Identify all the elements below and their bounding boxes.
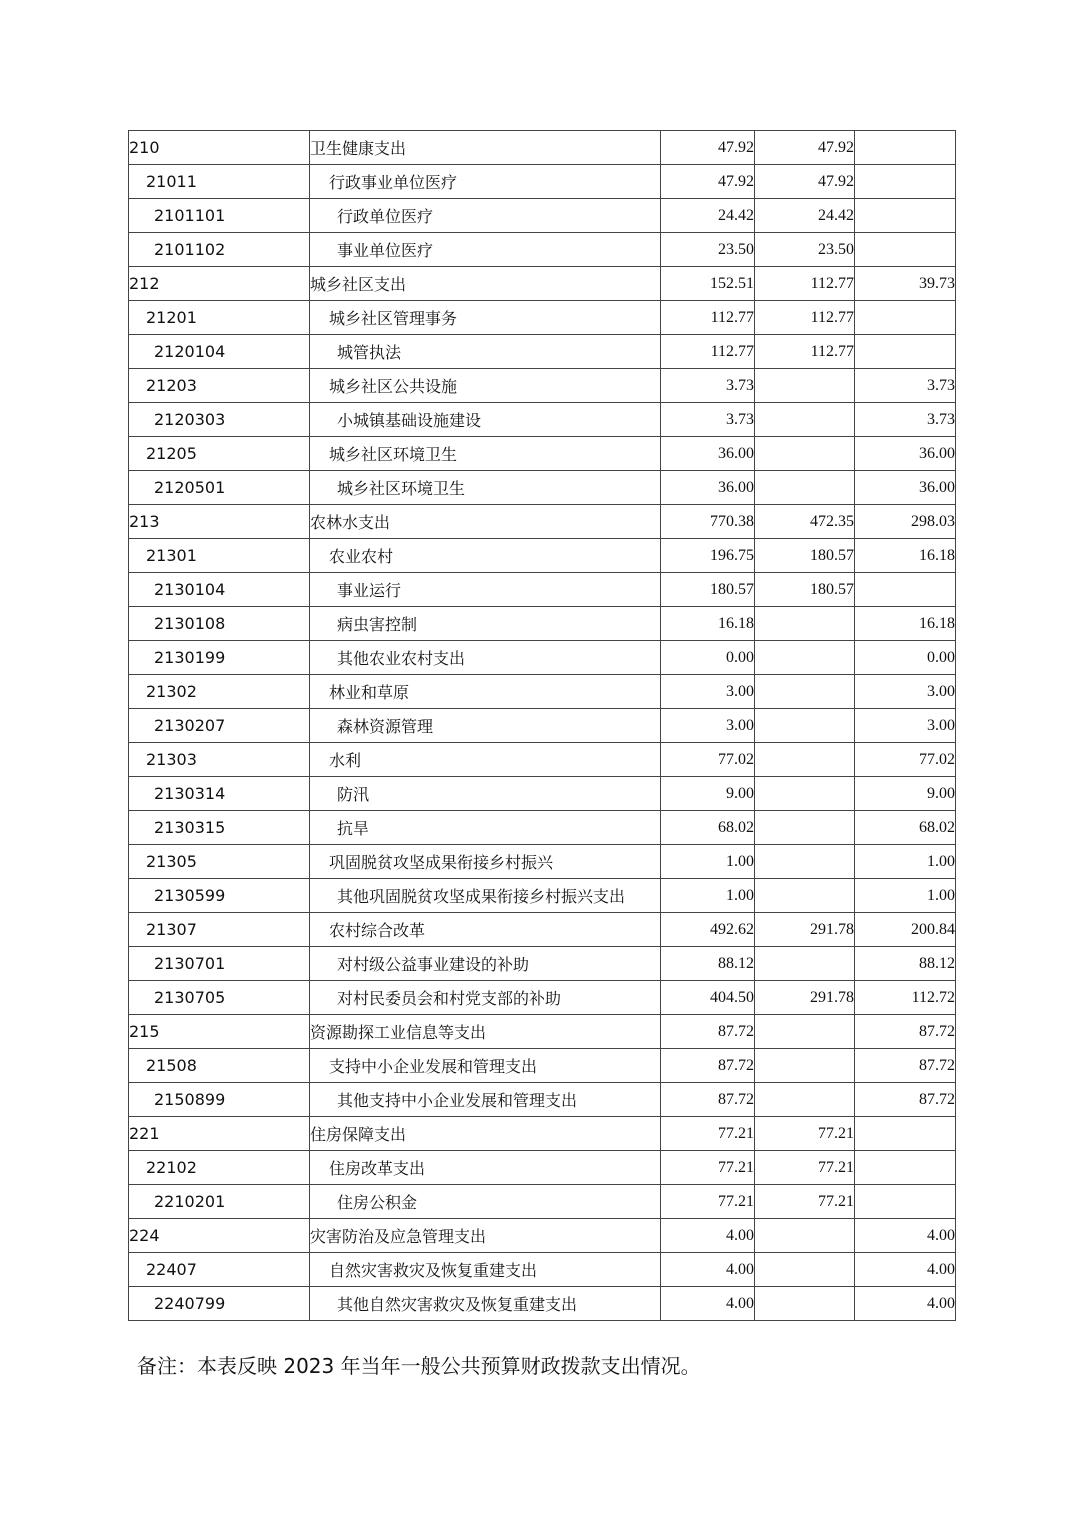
budget-table-body xyxy=(129,131,956,1321)
expense-name-cell: 农业农村 xyxy=(310,539,661,573)
expense-code-cell: 2130199 xyxy=(129,641,310,675)
expense-code-cell: 2130314 xyxy=(129,777,310,811)
project-amount-cell: 36.00 xyxy=(855,437,956,471)
basic-amount-cell xyxy=(755,1083,855,1117)
basic-amount-cell xyxy=(755,1287,855,1321)
project-amount-cell: 3.73 xyxy=(855,369,956,403)
basic-amount-cell xyxy=(755,1049,855,1083)
total-amount-cell: 3.73 xyxy=(661,369,755,403)
table-row xyxy=(129,539,956,573)
table-row xyxy=(129,437,956,471)
expense-code-cell: 21303 xyxy=(129,743,310,777)
expense-name-cell: 其他自然灾害救灾及恢复重建支出 xyxy=(310,1287,661,1321)
basic-amount-cell xyxy=(755,1219,855,1253)
expense-code-cell: 21011 xyxy=(129,165,310,199)
basic-amount-cell xyxy=(755,471,855,505)
table-row xyxy=(129,981,956,1015)
basic-amount-cell: 180.57 xyxy=(755,539,855,573)
total-amount-cell: 3.00 xyxy=(661,675,755,709)
table-row xyxy=(129,573,956,607)
expense-code-cell: 21203 xyxy=(129,369,310,403)
expense-name-cell: 住房改革支出 xyxy=(310,1151,661,1185)
table-row xyxy=(129,335,956,369)
project-amount-cell: 3.00 xyxy=(855,675,956,709)
total-amount-cell: 77.02 xyxy=(661,743,755,777)
expense-name-cell: 对村级公益事业建设的补助 xyxy=(310,947,661,981)
expense-name-cell: 灾害防治及应急管理支出 xyxy=(310,1219,661,1253)
project-amount-cell: 87.72 xyxy=(855,1049,956,1083)
basic-amount-cell: 112.77 xyxy=(755,267,855,301)
project-amount-cell: 87.72 xyxy=(855,1083,956,1117)
expense-code-cell: 2210201 xyxy=(129,1185,310,1219)
total-amount-cell: 87.72 xyxy=(661,1049,755,1083)
basic-amount-cell: 112.77 xyxy=(755,335,855,369)
expense-code-cell: 21301 xyxy=(129,539,310,573)
total-amount-cell: 492.62 xyxy=(661,913,755,947)
expense-code-cell: 2150899 xyxy=(129,1083,310,1117)
table-row xyxy=(129,1117,956,1151)
total-amount-cell: 770.38 xyxy=(661,505,755,539)
project-amount-cell: 16.18 xyxy=(855,607,956,641)
basic-amount-cell xyxy=(755,369,855,403)
expense-code-cell: 221 xyxy=(129,1117,310,1151)
project-amount-cell: 4.00 xyxy=(855,1219,956,1253)
expense-code-cell: 2130599 xyxy=(129,879,310,913)
expense-name-cell: 小城镇基础设施建设 xyxy=(310,403,661,437)
basic-amount-cell xyxy=(755,947,855,981)
expense-code-cell: 21201 xyxy=(129,301,310,335)
table-row xyxy=(129,505,956,539)
total-amount-cell: 87.72 xyxy=(661,1083,755,1117)
expense-name-cell: 行政事业单位医疗 xyxy=(310,165,661,199)
expense-name-cell: 抗旱 xyxy=(310,811,661,845)
expense-code-cell: 213 xyxy=(129,505,310,539)
expense-name-cell: 支持中小企业发展和管理支出 xyxy=(310,1049,661,1083)
project-amount-cell: 36.00 xyxy=(855,471,956,505)
expense-code-cell: 2101101 xyxy=(129,199,310,233)
table-row xyxy=(129,947,956,981)
basic-amount-cell: 47.92 xyxy=(755,165,855,199)
expense-code-cell: 2101102 xyxy=(129,233,310,267)
project-amount-cell xyxy=(855,335,956,369)
expense-name-cell: 其他农业农村支出 xyxy=(310,641,661,675)
expense-code-cell: 21305 xyxy=(129,845,310,879)
table-row xyxy=(129,845,956,879)
project-amount-cell: 9.00 xyxy=(855,777,956,811)
expense-code-cell: 2130207 xyxy=(129,709,310,743)
footnote: 备注：本表反映 2023 年当年一般公共预算财政拨款支出情况。 xyxy=(137,1354,701,1378)
total-amount-cell: 1.00 xyxy=(661,879,755,913)
total-amount-cell: 112.77 xyxy=(661,335,755,369)
total-amount-cell: 1.00 xyxy=(661,845,755,879)
project-amount-cell: 39.73 xyxy=(855,267,956,301)
project-amount-cell xyxy=(855,199,956,233)
total-amount-cell: 16.18 xyxy=(661,607,755,641)
expense-code-cell: 21205 xyxy=(129,437,310,471)
expense-name-cell: 病虫害控制 xyxy=(310,607,661,641)
basic-amount-cell xyxy=(755,709,855,743)
expense-code-cell: 21307 xyxy=(129,913,310,947)
expense-code-cell: 22102 xyxy=(129,1151,310,1185)
expense-name-cell: 住房公积金 xyxy=(310,1185,661,1219)
total-amount-cell: 3.73 xyxy=(661,403,755,437)
expense-name-cell: 事业运行 xyxy=(310,573,661,607)
total-amount-cell: 77.21 xyxy=(661,1117,755,1151)
total-amount-cell: 180.57 xyxy=(661,573,755,607)
expense-name-cell: 事业单位医疗 xyxy=(310,233,661,267)
total-amount-cell: 152.51 xyxy=(661,267,755,301)
expense-name-cell: 农林水支出 xyxy=(310,505,661,539)
total-amount-cell: 77.21 xyxy=(661,1151,755,1185)
expense-code-cell: 22407 xyxy=(129,1253,310,1287)
expense-code-cell: 2130705 xyxy=(129,981,310,1015)
project-amount-cell: 1.00 xyxy=(855,879,956,913)
table-row xyxy=(129,1049,956,1083)
expense-name-cell: 资源勘探工业信息等支出 xyxy=(310,1015,661,1049)
project-amount-cell: 68.02 xyxy=(855,811,956,845)
table-row xyxy=(129,1185,956,1219)
table-row xyxy=(129,675,956,709)
table-row xyxy=(129,1219,956,1253)
expense-name-cell: 自然灾害救灾及恢复重建支出 xyxy=(310,1253,661,1287)
basic-amount-cell xyxy=(755,845,855,879)
expense-code-cell: 2130315 xyxy=(129,811,310,845)
expense-code-cell: 2120104 xyxy=(129,335,310,369)
expense-name-cell: 住房保障支出 xyxy=(310,1117,661,1151)
expense-code-cell: 210 xyxy=(129,131,310,165)
basic-amount-cell xyxy=(755,879,855,913)
budget-table xyxy=(128,130,956,1321)
basic-amount-cell xyxy=(755,777,855,811)
total-amount-cell: 4.00 xyxy=(661,1219,755,1253)
basic-amount-cell: 47.92 xyxy=(755,131,855,165)
table-row xyxy=(129,1015,956,1049)
project-amount-cell: 3.00 xyxy=(855,709,956,743)
total-amount-cell: 24.42 xyxy=(661,199,755,233)
expense-name-cell: 巩固脱贫攻坚成果衔接乡村振兴 xyxy=(310,845,661,879)
table-row xyxy=(129,165,956,199)
expense-code-cell: 2120501 xyxy=(129,471,310,505)
total-amount-cell: 9.00 xyxy=(661,777,755,811)
total-amount-cell: 88.12 xyxy=(661,947,755,981)
expense-name-cell: 林业和草原 xyxy=(310,675,661,709)
expense-code-cell: 2130108 xyxy=(129,607,310,641)
basic-amount-cell: 23.50 xyxy=(755,233,855,267)
basic-amount-cell: 77.21 xyxy=(755,1117,855,1151)
expense-name-cell: 卫生健康支出 xyxy=(310,131,661,165)
basic-amount-cell xyxy=(755,1015,855,1049)
expense-name-cell: 城乡社区公共设施 xyxy=(310,369,661,403)
expense-name-cell: 城乡社区环境卫生 xyxy=(310,471,661,505)
basic-amount-cell xyxy=(755,437,855,471)
table-row xyxy=(129,811,956,845)
expense-name-cell: 城管执法 xyxy=(310,335,661,369)
table-row xyxy=(129,1287,956,1321)
basic-amount-cell: 24.42 xyxy=(755,199,855,233)
expense-name-cell: 防汛 xyxy=(310,777,661,811)
expense-name-cell: 城乡社区管理事务 xyxy=(310,301,661,335)
project-amount-cell xyxy=(855,1185,956,1219)
table-row xyxy=(129,1253,956,1287)
total-amount-cell: 23.50 xyxy=(661,233,755,267)
project-amount-cell: 3.73 xyxy=(855,403,956,437)
table-row xyxy=(129,709,956,743)
basic-amount-cell: 77.21 xyxy=(755,1185,855,1219)
expense-name-cell: 城乡社区支出 xyxy=(310,267,661,301)
total-amount-cell: 87.72 xyxy=(661,1015,755,1049)
total-amount-cell: 36.00 xyxy=(661,471,755,505)
total-amount-cell: 47.92 xyxy=(661,131,755,165)
table-row xyxy=(129,267,956,301)
total-amount-cell: 47.92 xyxy=(661,165,755,199)
total-amount-cell: 77.21 xyxy=(661,1185,755,1219)
project-amount-cell: 77.02 xyxy=(855,743,956,777)
expense-code-cell: 2120303 xyxy=(129,403,310,437)
basic-amount-cell: 472.35 xyxy=(755,505,855,539)
project-amount-cell: 4.00 xyxy=(855,1287,956,1321)
expense-name-cell: 农村综合改革 xyxy=(310,913,661,947)
table-row xyxy=(129,777,956,811)
total-amount-cell: 4.00 xyxy=(661,1287,755,1321)
project-amount-cell: 4.00 xyxy=(855,1253,956,1287)
table-row xyxy=(129,301,956,335)
project-amount-cell xyxy=(855,233,956,267)
total-amount-cell: 404.50 xyxy=(661,981,755,1015)
project-amount-cell xyxy=(855,1117,956,1151)
basic-amount-cell xyxy=(755,811,855,845)
total-amount-cell: 3.00 xyxy=(661,709,755,743)
table-row xyxy=(129,233,956,267)
expense-name-cell: 森林资源管理 xyxy=(310,709,661,743)
project-amount-cell xyxy=(855,301,956,335)
table-row xyxy=(129,131,956,165)
expense-code-cell: 224 xyxy=(129,1219,310,1253)
project-amount-cell xyxy=(855,165,956,199)
basic-amount-cell: 77.21 xyxy=(755,1151,855,1185)
table-row xyxy=(129,879,956,913)
table-row xyxy=(129,1083,956,1117)
expense-name-cell: 行政单位医疗 xyxy=(310,199,661,233)
project-amount-cell: 0.00 xyxy=(855,641,956,675)
table-row xyxy=(129,471,956,505)
project-amount-cell: 112.72 xyxy=(855,981,956,1015)
table-row xyxy=(129,607,956,641)
expense-code-cell: 21302 xyxy=(129,675,310,709)
total-amount-cell: 0.00 xyxy=(661,641,755,675)
table-row xyxy=(129,199,956,233)
project-amount-cell xyxy=(855,131,956,165)
project-amount-cell: 16.18 xyxy=(855,539,956,573)
basic-amount-cell xyxy=(755,675,855,709)
project-amount-cell: 298.03 xyxy=(855,505,956,539)
table-row xyxy=(129,369,956,403)
basic-amount-cell xyxy=(755,1253,855,1287)
expense-code-cell: 215 xyxy=(129,1015,310,1049)
expense-name-cell: 水利 xyxy=(310,743,661,777)
table-row xyxy=(129,743,956,777)
total-amount-cell: 36.00 xyxy=(661,437,755,471)
expense-name-cell: 对村民委员会和村党支部的补助 xyxy=(310,981,661,1015)
table-row xyxy=(129,913,956,947)
table-row xyxy=(129,1151,956,1185)
total-amount-cell: 68.02 xyxy=(661,811,755,845)
table-row xyxy=(129,641,956,675)
expense-code-cell: 2130104 xyxy=(129,573,310,607)
basic-amount-cell xyxy=(755,403,855,437)
basic-amount-cell: 291.78 xyxy=(755,913,855,947)
project-amount-cell: 87.72 xyxy=(855,1015,956,1049)
expense-name-cell: 其他支持中小企业发展和管理支出 xyxy=(310,1083,661,1117)
expense-code-cell: 21508 xyxy=(129,1049,310,1083)
basic-amount-cell: 291.78 xyxy=(755,981,855,1015)
total-amount-cell: 4.00 xyxy=(661,1253,755,1287)
basic-amount-cell: 180.57 xyxy=(755,573,855,607)
expense-name-cell: 其他巩固脱贫攻坚成果衔接乡村振兴支出 xyxy=(310,879,661,913)
project-amount-cell: 88.12 xyxy=(855,947,956,981)
table-row xyxy=(129,403,956,437)
basic-amount-cell: 112.77 xyxy=(755,301,855,335)
expense-code-cell: 212 xyxy=(129,267,310,301)
basic-amount-cell xyxy=(755,607,855,641)
project-amount-cell xyxy=(855,1151,956,1185)
expense-code-cell: 2130701 xyxy=(129,947,310,981)
total-amount-cell: 196.75 xyxy=(661,539,755,573)
project-amount-cell: 200.84 xyxy=(855,913,956,947)
total-amount-cell: 112.77 xyxy=(661,301,755,335)
basic-amount-cell xyxy=(755,641,855,675)
expense-code-cell: 2240799 xyxy=(129,1287,310,1321)
basic-amount-cell xyxy=(755,743,855,777)
project-amount-cell: 1.00 xyxy=(855,845,956,879)
project-amount-cell xyxy=(855,573,956,607)
expense-name-cell: 城乡社区环境卫生 xyxy=(310,437,661,471)
